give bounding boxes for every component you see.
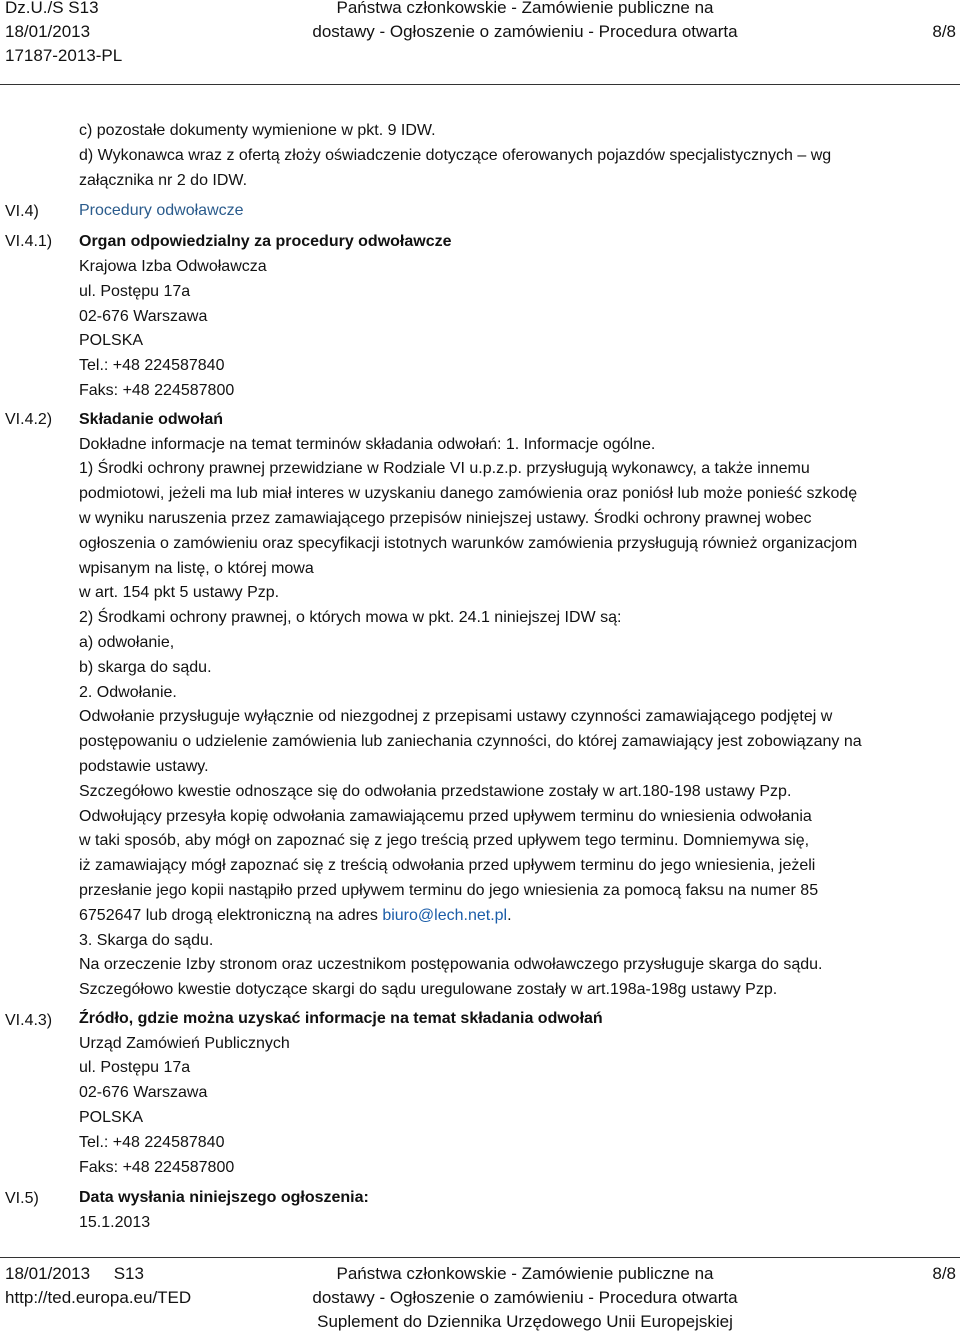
text-line: Szczegółowo kwestie odnoszące się do odwołania przedstawione zostały w art.180-198 ustawy Pzp. bbox=[79, 782, 792, 800]
address-line: 02-676 Warszawa bbox=[79, 307, 208, 325]
address-line: ul. Postępu 17a bbox=[79, 1059, 191, 1077]
text-line: załącznika nr 2 do IDW. bbox=[79, 171, 248, 189]
dispatch-date: 15.1.2013 bbox=[79, 1214, 151, 1232]
text-line: postępowaniu o udzielenie zamówienia lub zaniechania czynności, do której zamawiający jest zobowiązany na bbox=[79, 733, 862, 751]
footer-page-number: 8/8 bbox=[932, 1264, 956, 1283]
text-line: w wyniku naruszenia przez zamawiającego przepisów niniejszej ustawy. Środki ochrony prawnej wobec bbox=[79, 509, 812, 527]
text-line: wpisanym na listę, o której mowa bbox=[79, 559, 314, 577]
text-line: w taki sposób, aby mógł on zapoznać się z jego treścią przed upływem tego terminu. Domniemywa się, bbox=[79, 832, 810, 850]
text-line-with-email bbox=[79, 904, 949, 929]
text-line: w art. 154 pkt 5 ustawy Pzp. bbox=[79, 584, 280, 602]
text-line: przesłanie jego kopii nastąpiło przed upływem terminu do jego wniesienia za pomocą faksu na numer 85 bbox=[79, 881, 819, 899]
section-vi5-title: Data wysłania niniejszego ogłoszenia: bbox=[79, 1189, 369, 1207]
text-line: a) odwołanie, bbox=[79, 633, 175, 651]
email-prefix: 6752647 lub drogą elektroniczną na adres bbox=[79, 906, 383, 924]
label-vi42: VI.4.2) bbox=[5, 411, 53, 428]
address-line: Urząd Zamówień Publicznych bbox=[79, 1034, 290, 1052]
text-line: Szczegółowo kwestie dotyczące skargi do sądu uregulowane zostały w art.198a-198g ustawy Pzp. bbox=[79, 981, 778, 999]
notice-body bbox=[79, 119, 949, 1236]
section-vi43-title: Źródło, gdzie można uzyskać informacje na temat składania odwołań bbox=[79, 1009, 603, 1027]
text-line: 1) Środki ochrony prawnej przewidziane w Rodziale VI u.p.z.p. przysługują wykonawcy, a także innemu bbox=[79, 460, 810, 478]
fax-line: Faks: +48 224587800 bbox=[79, 381, 235, 399]
label-vi43: VI.4.3) bbox=[5, 1012, 53, 1029]
header-center bbox=[265, 0, 785, 44]
text-line: iż zamawiający mógł zapoznać się z treścią odwołania przed upływem terminu do jego wniesienia, jeżeli bbox=[79, 857, 816, 875]
address-line: POLSKA bbox=[79, 332, 144, 350]
footer-center bbox=[265, 1262, 785, 1334]
header-notice-id: 17187-2013-PL bbox=[5, 46, 123, 65]
text-line: b) skarga do sądu. bbox=[79, 658, 212, 676]
text-line: Odwołanie przysługuje wyłącznie od niezgodnej z przepisami ustawy czynności zamawiającego podjętej w bbox=[79, 708, 833, 726]
email-link[interactable]: biuro@lech.net.pl bbox=[382, 906, 508, 924]
text-line: 3. Skarga do sądu. bbox=[79, 931, 214, 949]
text-line: d) Wykonawca wraz z ofertą złoży oświadczenie dotyczące oferowanych pojazdów specjalistycznych – wg bbox=[79, 146, 832, 164]
text-line: 2. Odwołanie. bbox=[79, 683, 177, 701]
header-left bbox=[5, 0, 122, 68]
text-line: c) pozostałe dokumenty wymienione w pkt. 9 IDW. bbox=[79, 122, 436, 139]
header-title-line-1: Państwa członkowskie - Zamówienie publiczne na bbox=[336, 0, 714, 17]
footer-divider bbox=[0, 1257, 960, 1258]
footer-date-issue: 18/01/2013 S13 bbox=[5, 1264, 144, 1283]
text-line: ogłoszenia o zamówieniu oraz specyfikacji istotnych warunków zamówienia przysługują również organizacjom bbox=[79, 534, 858, 552]
footer-title-line-1: Państwa członkowskie - Zamówienie publiczne na bbox=[336, 1264, 714, 1283]
email-suffix: . bbox=[507, 906, 512, 924]
phone-line: Tel.: +48 224587840 bbox=[79, 357, 225, 375]
label-vi41: VI.4.1) bbox=[5, 233, 53, 250]
header-journal-ref: Dz.U./S S13 bbox=[5, 0, 99, 17]
address-line: Krajowa Izba Odwoławcza bbox=[79, 257, 267, 275]
label-vi5: VI.5) bbox=[5, 1190, 39, 1207]
text-line: podstawie ustawy. bbox=[79, 757, 209, 775]
label-vi4: VI.4) bbox=[5, 203, 39, 220]
header-date: 18/01/2013 bbox=[5, 22, 91, 41]
footer-url[interactable]: http://ted.europa.eu/TED bbox=[5, 1288, 192, 1307]
footer-title-line-2: dostawy - Ogłoszenie o zamówieniu - Procedura otwarta bbox=[312, 1288, 738, 1307]
text-line: Na orzeczenie Izby stronom oraz uczestnikom postępowania odwoławczego przysługuje skarga do sądu. bbox=[79, 956, 823, 974]
header-title-line-2: dostawy - Ogłoszenie o zamówieniu - Procedura otwarta bbox=[312, 22, 738, 41]
text-line: Odwołujący przesyła kopię odwołania zamawiającemu przed upływem terminu do wniesienia odwołania bbox=[79, 807, 812, 825]
header-divider bbox=[0, 84, 960, 85]
address-line: POLSKA bbox=[79, 1109, 144, 1127]
header-page-number: 8/8 bbox=[932, 22, 956, 41]
section-vi41-title: Organ odpowiedzialny za procedury odwoławcze bbox=[79, 233, 452, 251]
section-vi42-title: Składanie odwołań bbox=[79, 410, 224, 428]
page-header bbox=[0, 0, 960, 80]
address-line: ul. Postępu 17a bbox=[79, 282, 191, 300]
address-line: 02-676 Warszawa bbox=[79, 1084, 208, 1102]
footer-left bbox=[5, 1262, 191, 1310]
text-line: 2) Środkami ochrony prawnej, o których mowa w pkt. 24.1 niniejszej IDW są: bbox=[79, 609, 622, 627]
section-vi4-title: Procedury odwoławcze bbox=[79, 202, 244, 220]
fax-line: Faks: +48 224587800 bbox=[79, 1158, 235, 1176]
text-line: Dokładne informacje na temat terminów składania odwołań: 1. Informacje ogólne. bbox=[79, 435, 656, 453]
phone-line: Tel.: +48 224587840 bbox=[79, 1133, 225, 1151]
footer-supplement: Suplement do Dziennika Urzędowego Unii Europejskiej bbox=[317, 1312, 733, 1331]
text-line: podmiotowi, jeżeli ma lub miał interes w uzyskaniu danego zamówienia oraz poniósł lub może ponieść szkodę bbox=[79, 485, 858, 503]
